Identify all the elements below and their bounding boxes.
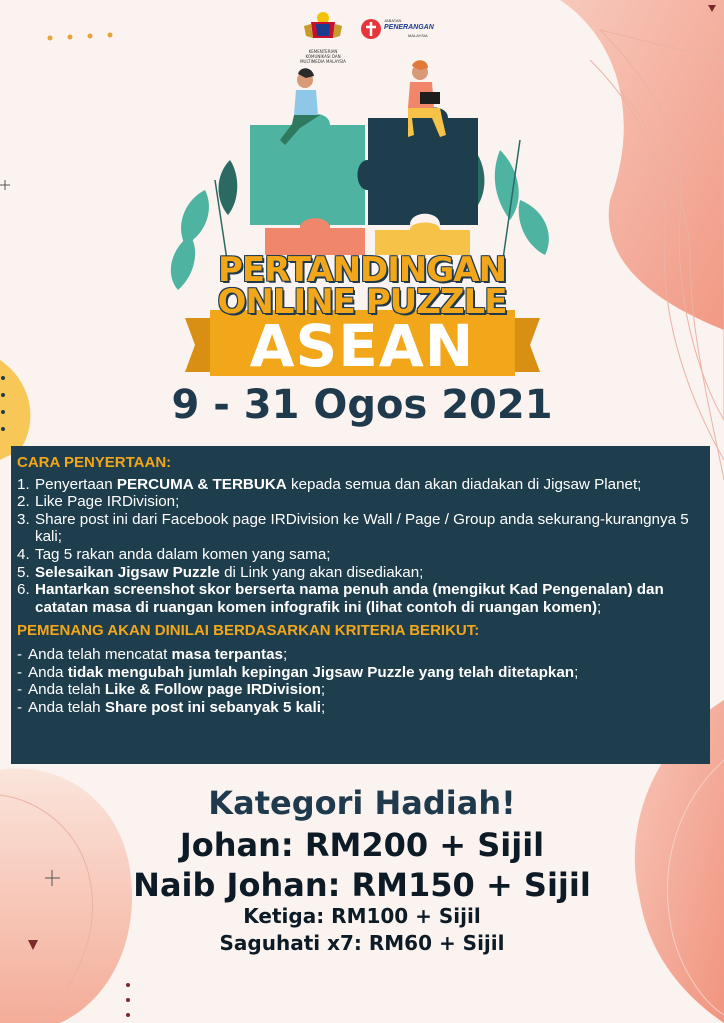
prize-third: Ketiga: RM100 + Sijil xyxy=(243,904,481,928)
bullet-dash: - xyxy=(17,663,23,681)
criteria-text-end: ; xyxy=(574,663,579,681)
criteria-text: Anda telah xyxy=(28,698,105,716)
prize-second: Naib Johan: RM150 + Sijil xyxy=(133,866,591,904)
penerangan-icon xyxy=(360,18,382,40)
prize-heading: Kategori Hadiah! xyxy=(208,784,516,822)
penerangan-sub: MALAYSIA xyxy=(408,33,428,38)
entry-step-item xyxy=(17,581,707,616)
entry-step-item xyxy=(17,546,707,564)
step-number: 1. xyxy=(17,475,30,493)
entry-step-item xyxy=(17,511,707,546)
prize-consolation: Saguhati x7: RM60 + Sijil xyxy=(219,931,505,955)
prize-first: Johan: RM200 + Sijil xyxy=(179,826,545,864)
entry-step-item xyxy=(17,564,707,582)
criteria-text: Anda telah mencatat xyxy=(28,645,172,663)
penerangan-small: JABATAN xyxy=(384,18,402,23)
step-number: 3. xyxy=(17,510,30,528)
criteria-text-end: ; xyxy=(320,681,326,699)
criteria-item xyxy=(17,681,707,699)
event-date: 9 - 31 Ogos 2021 xyxy=(171,382,553,428)
entry-steps-list xyxy=(17,476,707,617)
step-text: Like Page IRDivision; xyxy=(35,493,180,511)
step-text: Tag 5 rakan anda dalam komen yang sama; xyxy=(35,545,331,563)
criteria-text-end: ; xyxy=(320,698,326,716)
step-text-bold: Selesaikan Jigsaw Puzzle xyxy=(35,563,220,581)
criteria-item xyxy=(17,646,707,664)
step-text: Penyertaan xyxy=(35,475,117,493)
step-number: 2. xyxy=(17,493,30,511)
step-text-end: di Link yang akan disediakan; xyxy=(219,563,424,581)
criteria-heading: PEMENANG AKAN DINILAI BERDASARKAN KRITERIA BERIKUT: xyxy=(17,622,480,640)
title-line-3: ASEAN xyxy=(249,312,475,380)
title-line-1: PERTANDINGAN xyxy=(217,250,507,290)
criteria-item xyxy=(17,699,707,717)
bullet-dash: - xyxy=(17,698,23,716)
criteria-text-bold: Share post ini sebanyak 5 kali xyxy=(104,698,321,716)
step-number: 5. xyxy=(17,563,30,581)
info-panel xyxy=(11,446,710,764)
bullet-dash: - xyxy=(17,681,23,699)
crest-icon xyxy=(296,8,350,44)
criteria-text-bold: tidak mengubah jumlah kepingan Jigsaw Puzzle yang telah ditetapkan xyxy=(67,663,575,681)
criteria-item xyxy=(17,664,707,682)
step-number: 6. xyxy=(17,581,30,599)
step-text-bold: PERCUMA & TERBUKA xyxy=(116,475,287,493)
criteria-list xyxy=(17,646,707,716)
step-text-end: kepada semua dan akan diadakan di Jigsaw Planet; xyxy=(286,475,642,493)
ministry-caption: KEMENTERIAN KOMUNIKASI DAN MULTIMEDIA MALAYSIA xyxy=(300,49,346,64)
criteria-text-bold: masa terpantas xyxy=(171,645,283,663)
criteria-text-bold: Like & Follow page IRDivision xyxy=(104,681,321,699)
step-number: 4. xyxy=(17,545,30,563)
step-text-end: ; xyxy=(597,598,602,616)
criteria-text: Anda xyxy=(28,663,68,681)
title-line-2: ONLINE PUZZLE xyxy=(217,282,507,322)
penerangan-main: PENERANGAN xyxy=(384,24,434,31)
bullet-dash: - xyxy=(17,645,23,663)
entry-step-item xyxy=(17,493,707,511)
penerangan-logo xyxy=(360,16,440,44)
criteria-text: Anda telah xyxy=(28,681,105,699)
criteria-text-end: ; xyxy=(282,645,288,663)
government-crest-logo xyxy=(296,8,350,64)
step-text: Share post ini dari Facebook page IRDivision ke Wall / Page / Group anda sekurang-kurangnya 5 kali; xyxy=(35,510,689,546)
header-logos xyxy=(0,8,724,68)
step-text-bold: Hantarkan screenshot skor berserta nama penuh anda (mengikut Kad Pengenalan) dan catatan masa di ruangan komen infografik ini (lihat contoh di ruangan komen) xyxy=(35,581,664,616)
entry-heading: CARA PENYERTAAN: xyxy=(17,454,172,471)
entry-step-item xyxy=(17,476,707,494)
